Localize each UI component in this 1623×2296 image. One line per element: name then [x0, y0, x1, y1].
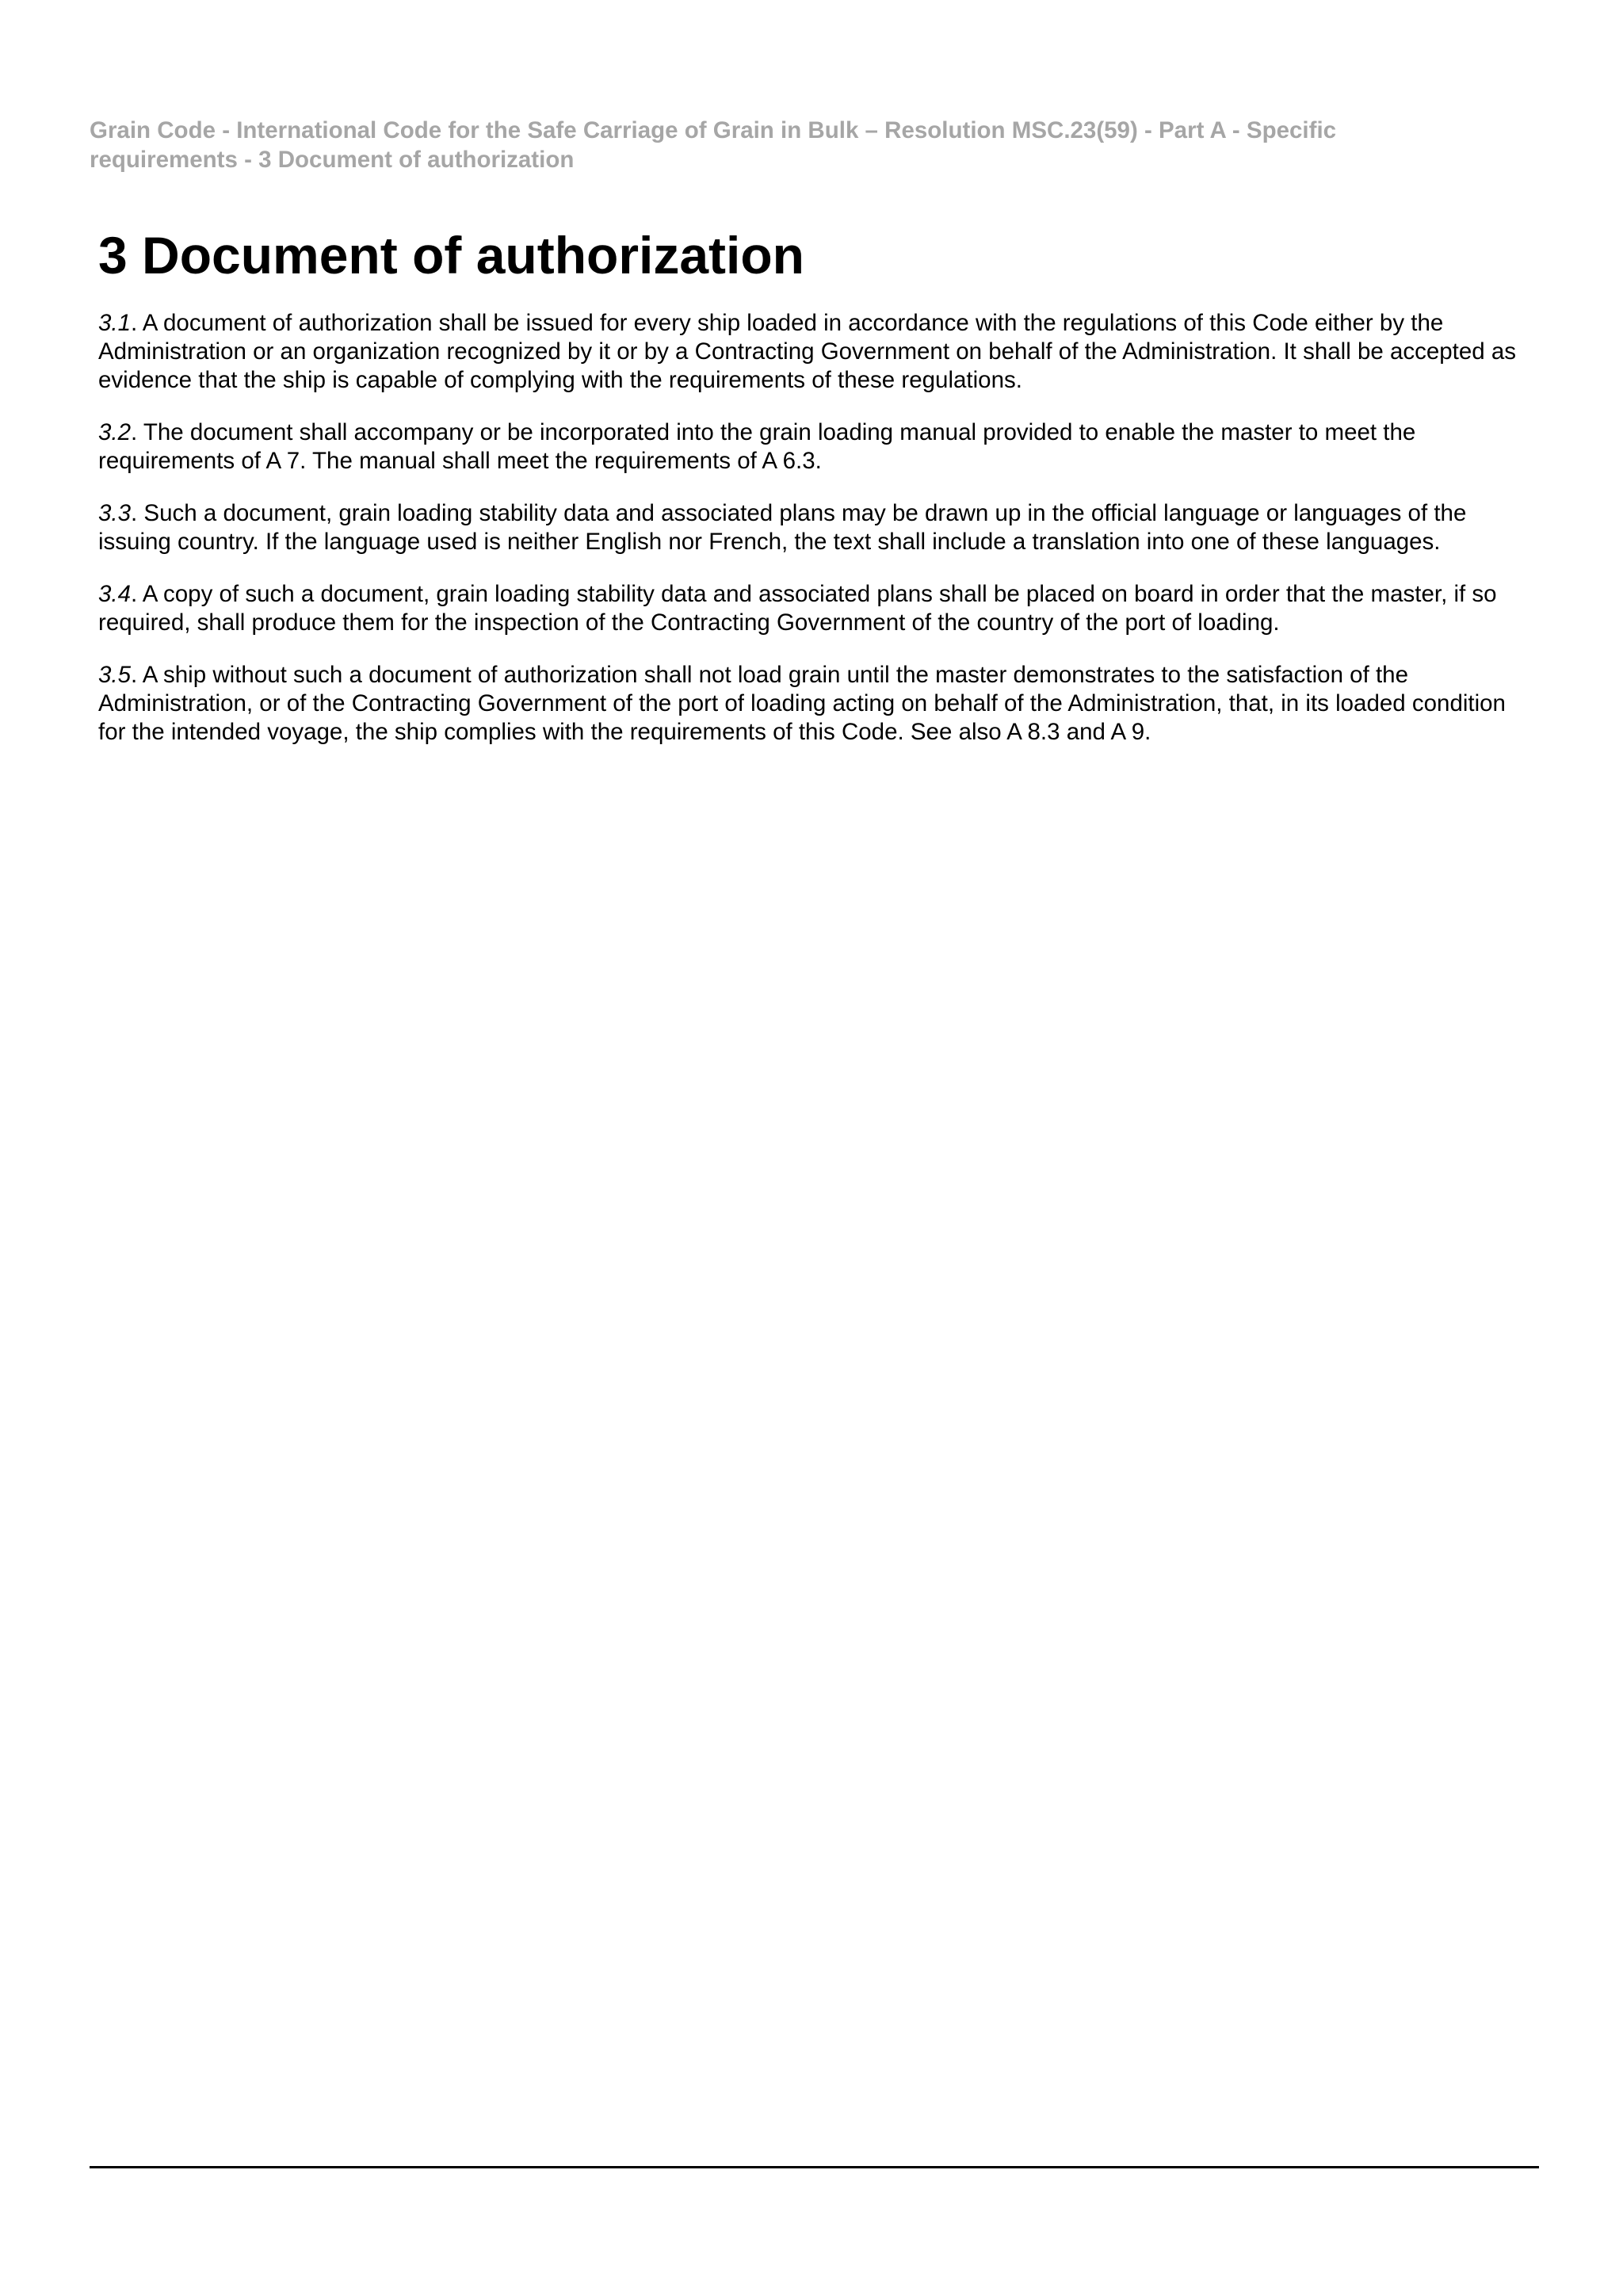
footer-divider [90, 2166, 1539, 2168]
paragraph-text: . Such a document, grain loading stability data and associated plans may be drawn up in the official language or languages of the issuing country. If the language used is neither English nor French, the text shall include a translation into one of these languages. [98, 500, 1467, 555]
running-header: Grain Code - International Code for the Safe Carriage of Grain in Bulk – Resolution MSC.23(59) - Part A - Specific requirements - 3 Document of authorization [90, 117, 1337, 173]
paragraph-number: 3.1 [98, 310, 132, 336]
paragraph-text: . The document shall accompany or be incorporated into the grain loading manual provided to enable the master to meet the requirements of A 7. The manual shall meet the requirements of A 6.3. [98, 419, 1416, 474]
page-title: 3 Document of authorization [98, 226, 804, 285]
paragraph-3-3 [98, 499, 1534, 556]
section-body [98, 309, 1534, 770]
paragraph-3-1 [98, 309, 1534, 395]
paragraph-3-2 [98, 418, 1534, 476]
paragraph-number: 3.5 [98, 662, 132, 688]
paragraph-text: . A document of authorization shall be issued for every ship loaded in accordance with the regulations of this Code either by the Administration or an organization recognized by it or by a Contracting Government on behalf of the Administration. It shall be accepted as evidence that the ship is capable of complying with the requirements of these regulations. [98, 310, 1517, 393]
paragraph-3-4 [98, 580, 1534, 637]
paragraph-number: 3.2 [98, 419, 132, 445]
paragraph-number: 3.4 [98, 581, 132, 607]
paragraph-3-5 [98, 661, 1534, 747]
paragraph-text: . A ship without such a document of authorization shall not load grain until the master demonstrates to the satisfaction of the Administration, or of the Contracting Government of the port of loading acting on behalf of the Administration, that, in its loaded condition for the intended voyage, the ship complies with the requirements of this Code. See also A 8.3 and A 9. [98, 662, 1506, 745]
paragraph-text: . A copy of such a document, grain loading stability data and associated plans shall be placed on board in order that the master, if so required, shall produce them for the inspection of the Contracting Government of the country of the port of loading. [98, 581, 1497, 636]
paragraph-number: 3.3 [98, 500, 132, 526]
